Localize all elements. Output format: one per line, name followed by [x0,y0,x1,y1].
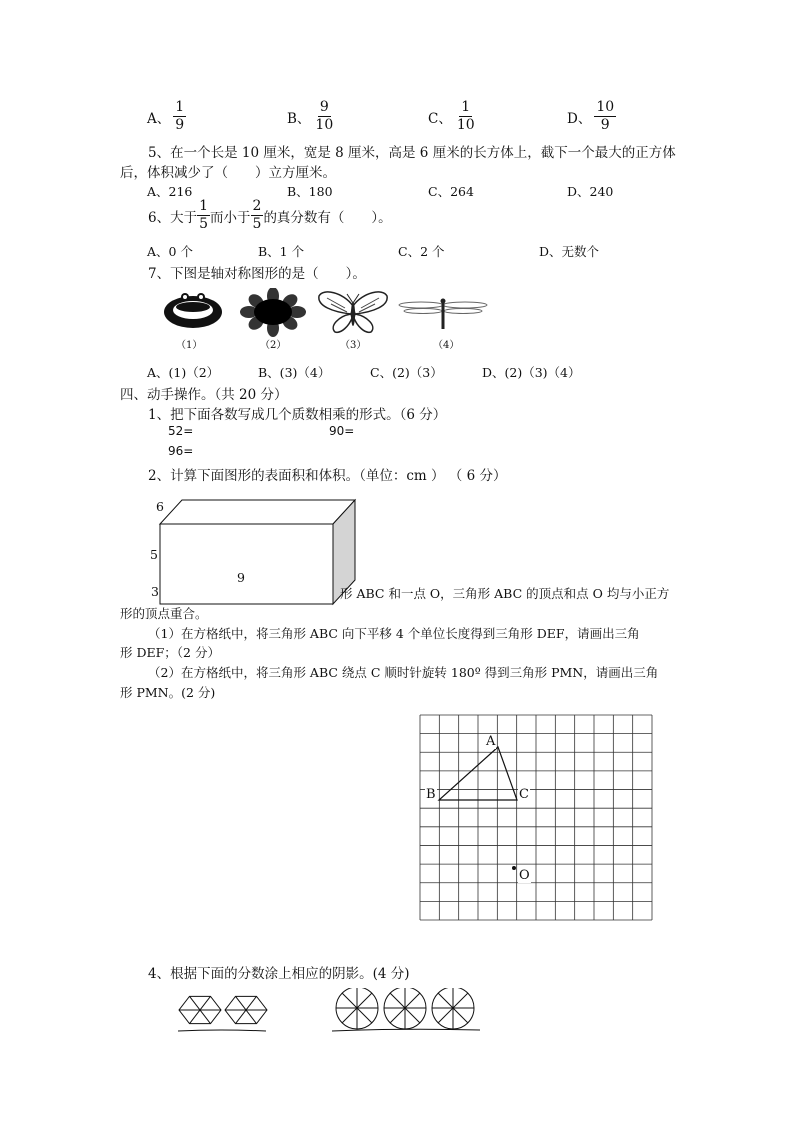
p3-sub1-line1: （1）在方格纸中，将三角形 ABC 向下平移 4 个单位长度得到三角形 DEF，请画出三角 [148,626,640,641]
label-c: C [519,787,529,802]
q6-option-a[interactable]: A、0 个 [147,244,193,259]
q6-question [148,198,392,233]
cuboid-length-label: 9 [237,570,245,585]
p2-text: 2、计算下面图形的表面积和体积。（单位：cm ） （ 6 分） [148,468,507,484]
section-4-title: 四、动手操作。（共 20 分） [120,387,288,403]
p3-text-line2: 形的顶点重合。 [120,606,208,621]
denominator: 10 [456,117,475,133]
q6-mid: 而小于 [210,209,251,226]
q7-option-b[interactable]: B、(3)（4） [258,365,331,380]
q5-option-d[interactable]: D、240 [567,184,614,199]
label-a: A [486,734,496,749]
q6-suffix: 的真分数有（ ）。 [263,209,392,226]
fraction [313,99,335,134]
p3-number: 3 [151,584,159,599]
cuboid-height-label: 5 [150,547,158,562]
q5-option-a[interactable]: A、216 [147,184,193,199]
point-o [512,866,516,870]
denominator: 9 [600,117,610,133]
q7-option-d[interactable]: D、(2)（3)（4） [482,365,581,380]
p1-item-90: 90= [329,424,355,438]
shapes-to-shade [170,988,490,1038]
p3-sub2-line2: 形 PMN。(2 分) [120,685,216,700]
cuboid-figure [146,494,361,608]
option-label: A、 [147,110,171,127]
label-o: O [519,868,530,883]
q5-text-line2: 后，体积减少了（ ）立方厘米。 [120,165,336,181]
q7-text: 7、下图是轴对称图形的是（ ）。 [148,266,366,282]
q6-option-b[interactable]: B、1 个 [258,244,305,259]
q7-caption-3: （3） [340,340,367,351]
q4-option-c[interactable] [428,99,477,134]
fraction [173,99,186,134]
numerator: 9 [319,99,329,115]
q6-option-c[interactable]: C、2 个 [398,244,445,259]
denominator: 10 [315,117,334,133]
label-b: B [426,787,436,802]
denominator: 9 [175,117,185,133]
q4-option-b[interactable] [287,99,335,134]
q7-caption-2: （2） [260,340,287,351]
q7-caption-4: （4） [433,340,460,351]
option-label: D、 [567,110,592,127]
denominator: 5 [252,216,262,232]
numerator: 2 [252,198,262,214]
fraction [455,99,477,134]
fraction [197,198,210,233]
p4-text: 4、根据下面的分数涂上相应的阴影。(4 分) [148,966,410,982]
p1-text: 1、把下面各数写成几个质数相乘的形式。（6 分） [148,407,447,423]
q7-option-a[interactable]: A、(1)（2） [147,365,220,380]
p3-sub1-line2: 形 DEF；（2 分） [120,645,220,660]
q5-option-c[interactable]: C、264 [428,184,474,199]
cuboid-depth-label: 6 [156,499,164,514]
option-label: C、 [428,110,452,127]
p1-item-96: 96= [168,444,194,458]
fraction [251,198,264,233]
option-label: B、 [287,110,311,127]
flower-figure [240,288,306,337]
p1-item-52: 52= [168,424,194,438]
numerator: 1 [461,99,471,115]
numerator: 1 [175,99,185,115]
grid-paper [415,710,657,925]
numerator: 10 [596,99,615,115]
smiley-figure [164,293,222,328]
p3-text-line1: 形 ABC 和一点 O，三角形 ABC 的顶点和点 O 均与小正方 [340,586,670,601]
q7-caption-1: （1） [176,340,203,351]
q4-option-d[interactable] [567,99,616,134]
dragonfly-figure [399,299,487,330]
butterfly-figure [319,292,387,332]
q6-prefix: 6、大于 [148,209,198,226]
q7-option-c[interactable]: C、(2)（3） [370,365,443,380]
p3-sub2-line1: （2）在方格纸中，将三角形 ABC 绕点 C 顺时针旋转 180º 得到三角形 PMN，请画出三角 [148,665,659,680]
q5-option-b[interactable]: B、180 [287,184,333,199]
q6-option-d[interactable]: D、无数个 [539,244,600,259]
fraction [594,99,616,134]
numerator: 1 [199,198,209,214]
q5-text-line1: 5、在一个长是 10 厘米，宽是 8 厘米，高是 6 厘米的长方体上，截下一个最大的正方体 [148,145,676,161]
q4-option-a[interactable] [147,99,186,134]
denominator: 5 [199,216,209,232]
